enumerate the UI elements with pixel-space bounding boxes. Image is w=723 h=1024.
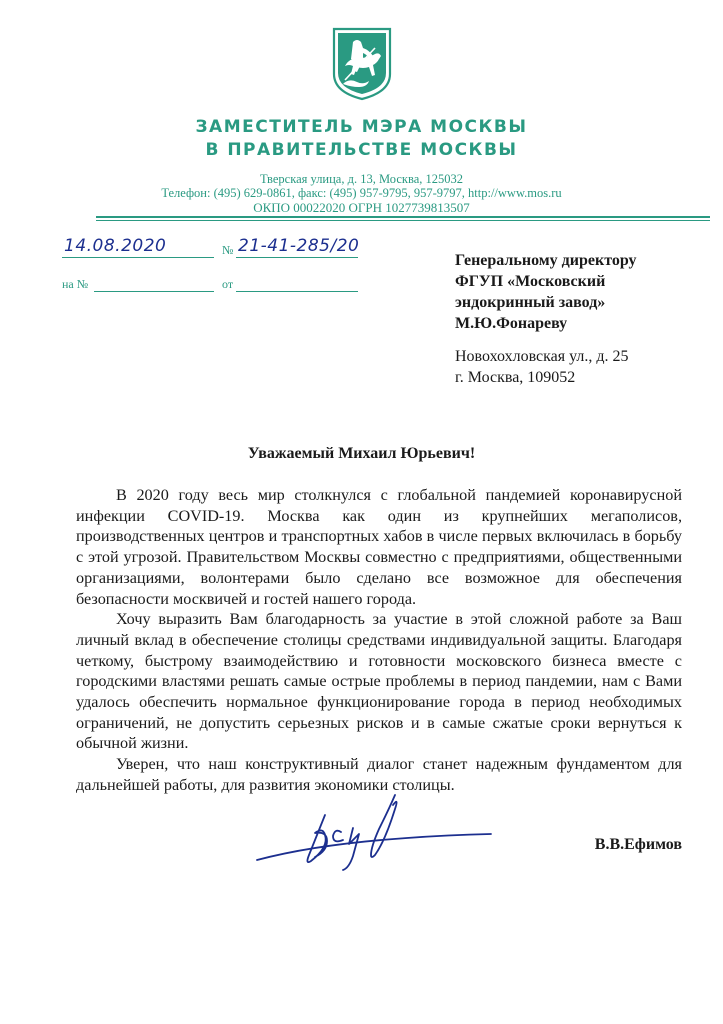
recipient-line2: ФГУП «Московский bbox=[455, 273, 606, 290]
recipient-city: г. Москва, 109052 bbox=[455, 369, 576, 386]
header-address: Тверская улица, д. 13, Москва, 125032 bbox=[260, 172, 463, 186]
number-label: № bbox=[222, 243, 234, 257]
letter-paragraph-1: В 2020 году весь мир столкнулся с глобальной пандемией коронавирусной инфекции COVID-19. Москва как один из крупнейших мегаполисов, производственных центров и транспортных хабов в числе первых включилась в борьбу с этой угрозой. Правительством Москвы совместно с предприятиями, общественными организациями, волонтерами было сделано все возможное для обеспечения безопасности москвичей и гостей нашего города. bbox=[76, 486, 682, 608]
ref-label: на № bbox=[62, 277, 89, 291]
from-underline bbox=[236, 290, 358, 292]
header-rule-thick bbox=[96, 216, 710, 218]
header-title-line1: ЗАМЕСТИТЕЛЬ МЭРА МОСКВЫ bbox=[195, 117, 528, 137]
handwritten-signature bbox=[255, 790, 495, 880]
signer-name: В.В.Ефимов bbox=[594, 836, 682, 853]
header-codes: ОКПО 00022020 ОГРН 1027739813507 bbox=[253, 200, 470, 215]
moscow-coat-of-arms-icon bbox=[331, 26, 393, 102]
date-underline bbox=[62, 256, 214, 258]
recipient-street: Новохохловская ул., д. 25 bbox=[455, 348, 629, 365]
recipient-line1: Генеральному директору bbox=[455, 252, 637, 269]
from-label: от bbox=[222, 277, 234, 291]
letter-greeting: Уважаемый Михаил Юрьевич! bbox=[247, 445, 476, 462]
letter-body bbox=[76, 485, 682, 796]
header-title-line2: В ПРАВИТЕЛЬСТВЕ МОСКВЫ bbox=[205, 140, 518, 160]
header-rule-thin bbox=[96, 220, 710, 221]
ref-underline bbox=[94, 290, 214, 292]
number-underline bbox=[236, 256, 358, 258]
recipient-line4: М.Ю.Фонареву bbox=[455, 315, 568, 332]
recipient-line3: эндокринный завод» bbox=[455, 294, 606, 311]
registration-date: 14.08.2020 bbox=[64, 236, 167, 256]
header-contacts: Телефон: (495) 629-0861, факс: (495) 957-9795, 957-9797, http://www.mos.ru bbox=[161, 186, 562, 200]
registration-number: 21-41-285/20 bbox=[238, 236, 360, 256]
letter-paragraph-2: Хочу выразить Вам благодарность за участие в этой сложной работе за Ваш личный вклад в обеспечение столицы средствами индивидуальной защиты. Благодаря четкому, быстрому взаимодействию и готовности московского бизнеса вместе с городскими властями решать самые острые проблемы в период пандемии, нам с Вами удалось обеспечить нормальное функционирование города в период необходимых ограничений, не допустить серьезных рисков и в самые сжатые сроки вернуться к обычной жизни. bbox=[76, 610, 682, 753]
letter-paragraph-3: Уверен, что наш конструктивный диалог станет надежным фундаментом для дальнейшей работы, для развития экономики столицы. bbox=[76, 755, 682, 794]
